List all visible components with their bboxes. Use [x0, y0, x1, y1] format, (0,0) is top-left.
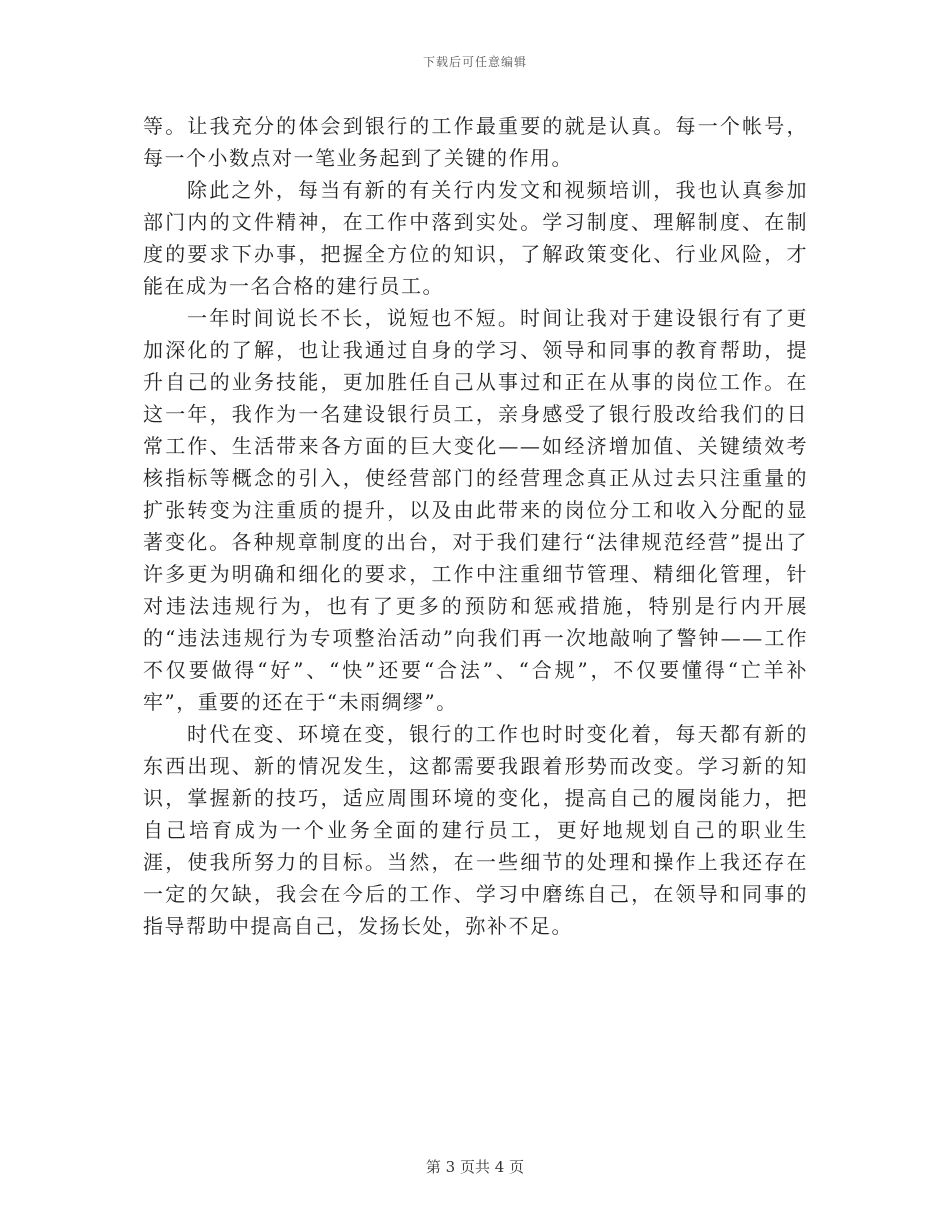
document-body	[143, 110, 808, 942]
paragraph-changing-times: 时代在变、环境在变，银行的工作也时时变化着，每天都有新的东西出现、新的情况发生，这都需要我跟着形势而改变。学习新的知识，掌握新的技巧，适应周围环境的变化，提高自己的履岗能力，把自己培育成为一个业务全面的建行员工，更好地规划自己的职业生涯，使我所努力的目标。当然，在一些细节的处理和操作上我还存在一定的欠缺，我会在今后的工作、学习中磨练自己，在领导和同事的指导帮助中提高自己，发扬长处，弥补不足。	[143, 722, 808, 938]
page-header: 下载后可任意编辑	[422, 55, 527, 69]
paragraph-training: 除此之外，每当有新的有关行内发文和视频培训，我也认真参加部门内的文件精神，在工作中落到实处。学习制度、理解制度、在制度的要求下办事，把握全方位的知识，了解政策变化、行业风险，才能在成为一名合格的建行员工。	[143, 178, 808, 298]
page-number-footer: 第 3 页共 4 页	[425, 1158, 525, 1176]
paragraph-one-year: 一年时间说长不长，说短也不短。时间让我对于建设银行有了更加深化的了解，也让我通过自身的学习、领导和同事的教育帮助，提升自己的业务技能，更加胜任自己从事过和正在从事的岗位工作。在这一年，我作为一名建设银行员工，亲身感受了银行股改给我们的日常工作、生活带来各方面的巨大变化——如经济增加值、关键绩效考核指标等概念的引入，使经营部门的经营理念真正从过去只注重量的扩张转变为注重质的提升，以及由此带来的岗位分工和收入分配的显著变化。各种规章制度的出台，对于我们建行“法律规范经营”提出了许多更为明确和细化的要求，工作中注重细节管理、精细化管理，针对违法违规行为，也有了更多的预防和惩戒措施，特别是行内开展的“违法违规行为专项整治活动”向我们再一次地敲响了警钟——工作不仅要做得“好”、“快”还要“合法”、“合规”，不仅要懂得“亡羊补牢”，重要的还在于“未雨绸缪”。	[143, 306, 808, 714]
paragraph-continuation: 等。让我充分的体会到银行的工作最重要的就是认真。每一个帐号，每一个小数点对一笔业务起到了关键的作用。	[143, 114, 808, 170]
